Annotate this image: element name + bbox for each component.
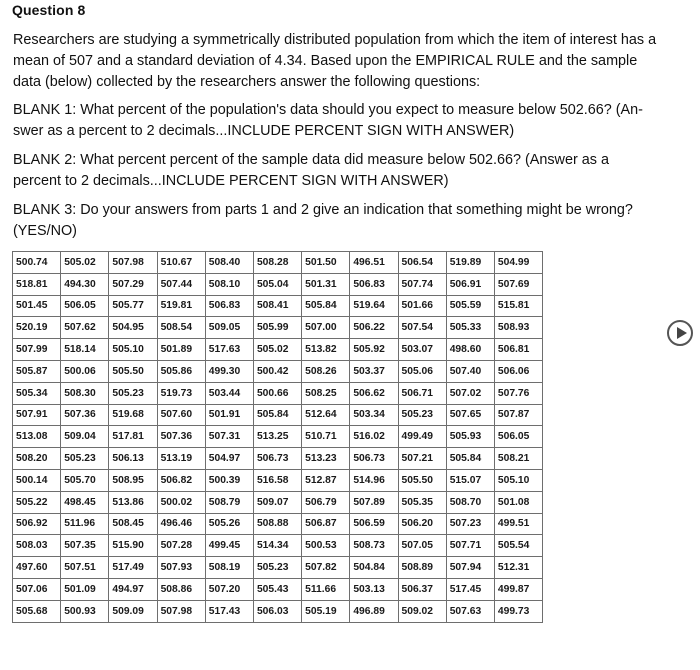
- table-cell: 506.71: [398, 382, 446, 404]
- table-cell: 519.73: [157, 382, 205, 404]
- table-cell: 509.04: [61, 426, 109, 448]
- table-cell: 508.70: [446, 491, 494, 513]
- table-cell: 501.09: [61, 578, 109, 600]
- table-cell: 507.00: [302, 317, 350, 339]
- table-cell: 505.23: [61, 448, 109, 470]
- blank-3-prompt: BLANK 3: Do your answers from parts 1 and 2 give an indication that something might be wrong? (YES/NO): [13, 202, 633, 239]
- table-cell: 507.71: [446, 535, 494, 557]
- table-cell: 505.84: [302, 295, 350, 317]
- table-cell: 507.36: [61, 404, 109, 426]
- table-row: [13, 360, 543, 382]
- table-cell: 500.42: [253, 360, 301, 382]
- table-cell: 503.44: [205, 382, 253, 404]
- table-cell: 517.45: [446, 578, 494, 600]
- table-cell: 515.07: [446, 469, 494, 491]
- table-cell: 508.21: [494, 448, 542, 470]
- table-cell: 507.54: [398, 317, 446, 339]
- table-cell: 505.93: [446, 426, 494, 448]
- table-cell: 506.20: [398, 513, 446, 535]
- table-cell: 512.31: [494, 557, 542, 579]
- table-cell: 518.14: [61, 339, 109, 361]
- table-cell: 519.81: [157, 295, 205, 317]
- table-cell: 507.98: [157, 600, 205, 622]
- table-cell: 505.43: [253, 578, 301, 600]
- table-cell: 505.70: [61, 469, 109, 491]
- table-cell: 507.23: [446, 513, 494, 535]
- table-cell: 505.10: [109, 339, 157, 361]
- table-cell: 506.73: [253, 448, 301, 470]
- question-title: Question 8: [12, 2, 86, 18]
- table-cell: 496.51: [350, 252, 398, 274]
- table-cell: 500.74: [13, 252, 61, 274]
- table-cell: 517.43: [205, 600, 253, 622]
- table-cell: 494.30: [61, 273, 109, 295]
- table-cell: 509.05: [205, 317, 253, 339]
- table-cell: 505.86: [157, 360, 205, 382]
- table-cell: 505.35: [398, 491, 446, 513]
- table-cell: 506.13: [109, 448, 157, 470]
- table-cell: 508.79: [205, 491, 253, 513]
- table-cell: 499.87: [494, 578, 542, 600]
- table-cell: 513.86: [109, 491, 157, 513]
- table-cell: 507.87: [494, 404, 542, 426]
- table-cell: 507.69: [494, 273, 542, 295]
- table-cell: 513.23: [302, 448, 350, 470]
- table-cell: 507.60: [157, 404, 205, 426]
- table-cell: 507.65: [446, 404, 494, 426]
- table-cell: 505.50: [109, 360, 157, 382]
- table-cell: 505.99: [253, 317, 301, 339]
- table-cell: 500.39: [205, 469, 253, 491]
- table-cell: 503.13: [350, 578, 398, 600]
- table-row: [13, 469, 543, 491]
- table-cell: 508.25: [302, 382, 350, 404]
- table-cell: 517.81: [109, 426, 157, 448]
- table-cell: 507.62: [61, 317, 109, 339]
- table-cell: 505.59: [446, 295, 494, 317]
- table-cell: 507.63: [446, 600, 494, 622]
- table-row: [13, 273, 543, 295]
- table-cell: 505.33: [446, 317, 494, 339]
- table-cell: 510.71: [302, 426, 350, 448]
- table-cell: 507.74: [398, 273, 446, 295]
- table-cell: 505.23: [109, 382, 157, 404]
- table-cell: 507.06: [13, 578, 61, 600]
- table-cell: 500.14: [13, 469, 61, 491]
- table-cell: 506.82: [157, 469, 205, 491]
- table-cell: 511.96: [61, 513, 109, 535]
- table-cell: 505.84: [253, 404, 301, 426]
- table-cell: 507.44: [157, 273, 205, 295]
- table-cell: 500.02: [157, 491, 205, 513]
- table-cell: 507.76: [494, 382, 542, 404]
- table-cell: 507.21: [398, 448, 446, 470]
- table-cell: 519.68: [109, 404, 157, 426]
- table-cell: 505.26: [205, 513, 253, 535]
- table-cell: 505.68: [13, 600, 61, 622]
- table-cell: 500.93: [61, 600, 109, 622]
- table-cell: 506.05: [494, 426, 542, 448]
- table-cell: 505.23: [398, 404, 446, 426]
- table-cell: 508.19: [205, 557, 253, 579]
- table-cell: 501.50: [302, 252, 350, 274]
- table-cell: 508.93: [494, 317, 542, 339]
- table-cell: 506.54: [398, 252, 446, 274]
- table-cell: 496.46: [157, 513, 205, 535]
- table-cell: 516.02: [350, 426, 398, 448]
- table-cell: 507.36: [157, 426, 205, 448]
- table-cell: 518.81: [13, 273, 61, 295]
- table-cell: 505.04: [253, 273, 301, 295]
- table-row: [13, 557, 543, 579]
- table-cell: 497.60: [13, 557, 61, 579]
- table-cell: 514.96: [350, 469, 398, 491]
- table-cell: 504.84: [350, 557, 398, 579]
- table-cell: 504.95: [109, 317, 157, 339]
- table-cell: 512.64: [302, 404, 350, 426]
- table-cell: 508.30: [61, 382, 109, 404]
- table-cell: 500.53: [302, 535, 350, 557]
- table-cell: 507.98: [109, 252, 157, 274]
- table-row: [13, 382, 543, 404]
- table-cell: 508.88: [253, 513, 301, 535]
- table-cell: 503.37: [350, 360, 398, 382]
- table-cell: 505.34: [13, 382, 61, 404]
- table-cell: 508.41: [253, 295, 301, 317]
- table-cell: 508.26: [302, 360, 350, 382]
- table-cell: 507.28: [157, 535, 205, 557]
- table-row: [13, 404, 543, 426]
- table-cell: 507.93: [157, 557, 205, 579]
- table-cell: 506.62: [350, 382, 398, 404]
- table-cell: 513.25: [253, 426, 301, 448]
- table-row: [13, 491, 543, 513]
- table-cell: 506.73: [350, 448, 398, 470]
- table-cell: 499.73: [494, 600, 542, 622]
- table-cell: 505.84: [446, 448, 494, 470]
- table-cell: 501.45: [13, 295, 61, 317]
- table-row: [13, 535, 543, 557]
- table-cell: 507.94: [446, 557, 494, 579]
- table-cell: 507.31: [205, 426, 253, 448]
- table-row: [13, 295, 543, 317]
- table-row: [13, 252, 543, 274]
- table-row: [13, 317, 543, 339]
- play-button[interactable]: [667, 320, 693, 346]
- table-cell: 496.89: [350, 600, 398, 622]
- table-cell: 506.83: [350, 273, 398, 295]
- table-row: [13, 426, 543, 448]
- table-cell: 498.60: [446, 339, 494, 361]
- table-cell: 508.20: [13, 448, 61, 470]
- table-cell: 501.91: [205, 404, 253, 426]
- table-cell: 508.28: [253, 252, 301, 274]
- table-cell: 506.87: [302, 513, 350, 535]
- question-intro: Researchers are studying a symmetrically distributed population from which the item of interest has a mean of 507 and a standard deviation of 4.34. Based upon the EMPIRICAL RULE and the sample data (below) collected by the researchers answer the following questions:: [13, 32, 657, 90]
- table-cell: 510.67: [157, 252, 205, 274]
- table-cell: 503.07: [398, 339, 446, 361]
- table-cell: 505.02: [253, 339, 301, 361]
- table-cell: 509.07: [253, 491, 301, 513]
- sample-data-table: [12, 251, 543, 623]
- table-cell: 517.63: [205, 339, 253, 361]
- table-cell: 504.99: [494, 252, 542, 274]
- table-cell: 519.89: [446, 252, 494, 274]
- table-cell: 508.03: [13, 535, 61, 557]
- table-cell: 514.34: [253, 535, 301, 557]
- table-cell: 501.89: [157, 339, 205, 361]
- table-cell: 506.59: [350, 513, 398, 535]
- table-cell: 508.89: [398, 557, 446, 579]
- table-cell: 505.54: [494, 535, 542, 557]
- table-cell: 505.50: [398, 469, 446, 491]
- table-cell: 509.02: [398, 600, 446, 622]
- table-cell: 503.34: [350, 404, 398, 426]
- table-cell: 498.45: [61, 491, 109, 513]
- table-cell: 505.19: [302, 600, 350, 622]
- table-cell: 507.29: [109, 273, 157, 295]
- table-cell: 501.66: [398, 295, 446, 317]
- table-cell: 507.05: [398, 535, 446, 557]
- table-cell: 507.51: [61, 557, 109, 579]
- table-cell: 507.40: [446, 360, 494, 382]
- table-cell: 516.58: [253, 469, 301, 491]
- table-cell: 501.31: [302, 273, 350, 295]
- table-cell: 506.03: [253, 600, 301, 622]
- table-cell: 494.97: [109, 578, 157, 600]
- table-cell: 500.06: [61, 360, 109, 382]
- table-cell: 506.05: [61, 295, 109, 317]
- table-cell: 511.66: [302, 578, 350, 600]
- table-cell: 499.45: [205, 535, 253, 557]
- table-cell: 506.83: [205, 295, 253, 317]
- table-cell: 513.08: [13, 426, 61, 448]
- table-cell: 507.99: [13, 339, 61, 361]
- blank-2-prompt: BLANK 2: What percent percent of the sample data did measure below 502.66? (Answer as a percent to 2 decimals...INCLUDE PERCENT SIGN WITH ANSWER): [13, 152, 609, 189]
- table-cell: 507.91: [13, 404, 61, 426]
- table-cell: 515.90: [109, 535, 157, 557]
- table-cell: 507.20: [205, 578, 253, 600]
- table-cell: 499.49: [398, 426, 446, 448]
- table-cell: 506.92: [13, 513, 61, 535]
- table-cell: 499.51: [494, 513, 542, 535]
- play-icon: [677, 327, 687, 339]
- table-cell: 512.87: [302, 469, 350, 491]
- table-cell: 507.35: [61, 535, 109, 557]
- table-row: [13, 448, 543, 470]
- table-cell: 508.86: [157, 578, 205, 600]
- table-cell: 515.81: [494, 295, 542, 317]
- table-row: [13, 339, 543, 361]
- table-cell: 505.22: [13, 491, 61, 513]
- table-cell: 504.97: [205, 448, 253, 470]
- table-cell: 501.08: [494, 491, 542, 513]
- table-cell: 508.95: [109, 469, 157, 491]
- table-cell: 519.64: [350, 295, 398, 317]
- table-cell: 506.22: [350, 317, 398, 339]
- table-cell: 507.89: [350, 491, 398, 513]
- table-cell: 500.66: [253, 382, 301, 404]
- table-cell: 499.30: [205, 360, 253, 382]
- table-cell: 507.02: [446, 382, 494, 404]
- table-cell: 505.87: [13, 360, 61, 382]
- table-cell: 505.06: [398, 360, 446, 382]
- table-cell: 506.81: [494, 339, 542, 361]
- table-row: [13, 513, 543, 535]
- table-cell: 508.10: [205, 273, 253, 295]
- table-cell: 508.73: [350, 535, 398, 557]
- table-cell: 505.92: [350, 339, 398, 361]
- table-cell: 506.79: [302, 491, 350, 513]
- table-cell: 509.09: [109, 600, 157, 622]
- table-cell: 508.54: [157, 317, 205, 339]
- table-cell: 517.49: [109, 557, 157, 579]
- blank-1-prompt: BLANK 1: What percent of the population's data should you expect to measure below 502.66? (An-swer as a percent to 2 decimals...INCLUDE PERCENT SIGN WITH ANSWER): [13, 102, 643, 139]
- table-cell: 508.45: [109, 513, 157, 535]
- table-cell: 505.77: [109, 295, 157, 317]
- table-cell: 506.06: [494, 360, 542, 382]
- table-cell: 508.40: [205, 252, 253, 274]
- table-cell: 506.37: [398, 578, 446, 600]
- table-cell: 513.19: [157, 448, 205, 470]
- table-cell: 505.10: [494, 469, 542, 491]
- table-cell: 505.02: [61, 252, 109, 274]
- table-row: [13, 578, 543, 600]
- table-cell: 507.82: [302, 557, 350, 579]
- table-row: [13, 600, 543, 622]
- table-cell: 505.23: [253, 557, 301, 579]
- table-cell: 513.82: [302, 339, 350, 361]
- table-cell: 520.19: [13, 317, 61, 339]
- table-cell: 506.91: [446, 273, 494, 295]
